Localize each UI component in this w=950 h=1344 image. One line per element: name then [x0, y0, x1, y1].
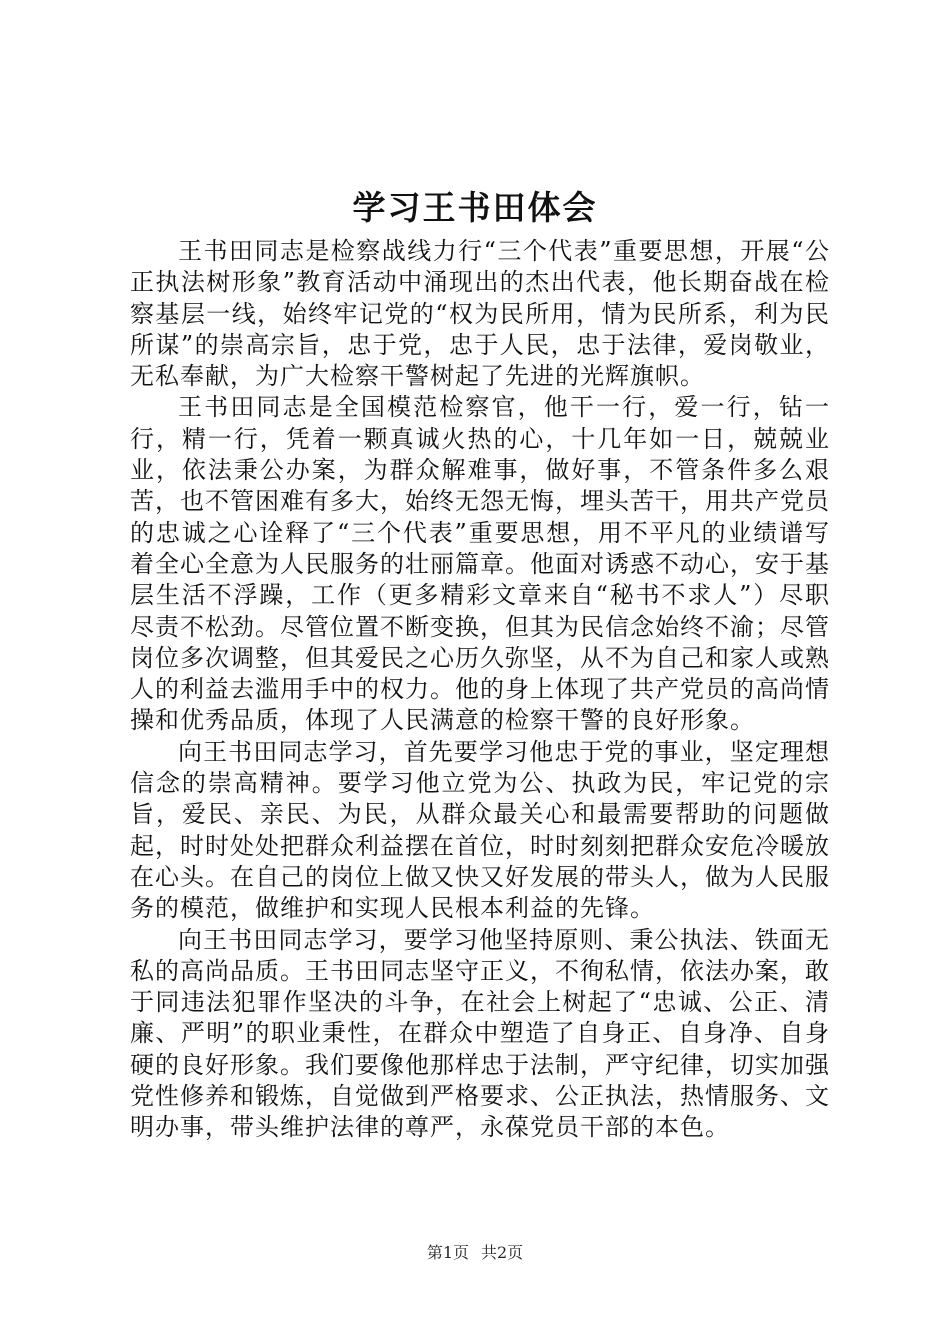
page-footer [0, 1241, 950, 1265]
page-total: 共2页 [481, 1243, 524, 1262]
paragraph-3: 向王书田同志学习，首先要学习他忠于党的事业，坚定理想信念的崇高精神。要学习他立党为公、执政为民，牢记党的宗旨，爱民、亲民、为民，从群众最关心和最需要帮助的问题做起，时时处处把群众利益摆在首位，时时刻刻把群众安危冷暖放在心头。在自己的岗位上做又快又好发展的带头人，做为人民服务的模范，做维护和实现人民根本利益的先锋。 [130, 737, 830, 923]
document-title: 学习王书田体会 [352, 188, 598, 227]
page-number: 第1页 [426, 1243, 469, 1262]
paragraph-2: 王书田同志是全国模范检察官，他干一行，爱一行，钻一行，精一行，凭着一颗真诚火热的心，十几年如一日，兢兢业业，依法秉公办案，为群众解难事，做好事，不管条件多么艰苦，也不管困难有多大，始终无怨无悔，埋头苦干，用共产党员的忠诚之心诠释了“三个代表”重要思想，用不平凡的业绩谱写着全心全意为人民服务的壮丽篇章。他面对诱惑不动心，安于基层生活不浮躁，工作（更多精彩文章来自“秘书不求人”）尽职尽责不松劲。尽管位置不断变换，但其为民信念始终不渝；尽管岗位多次调整，但其爱民之心历久弥坚，从不为自己和家人或熟人的利益去滥用手中的权力。他的身上体现了共产党员的高尚情操和优秀品质，体现了人民满意的检察干警的良好形象。 [130, 393, 830, 735]
paragraph-1: 王书田同志是检察战线力行“三个代表”重要思想，开展“公正执法树形象”教育活动中涌现出的杰出代表，他长期奋战在检察基层一线，始终牢记党的“权为民所用，情为民所系，利为民所谋”的崇高宗旨，忠于党，忠于人民，忠于法律，爱岗敬业，无私奉献，为广大检察干警树起了先进的光辉旗帜。 [130, 237, 830, 391]
paragraph-4: 向王书田同志学习，要学习他坚持原则、秉公执法、铁面无私的高尚品质。王书田同志坚守正义，不徇私情，依法办案，敢于同违法犯罪作坚决的斗争，在社会上树起了“忠诚、公正、清廉、严明”的职业秉性，在群众中塑造了自身正、自身净、自身硬的良好形象。我们要像他那样忠于法制，严守纪律，切实加强党性修养和锻炼，自觉做到严格要求、公正执法，热情服务、文明办事，带头维护法律的尊严，永葆党员干部的本色。 [130, 925, 830, 1142]
document-body [130, 236, 830, 1144]
